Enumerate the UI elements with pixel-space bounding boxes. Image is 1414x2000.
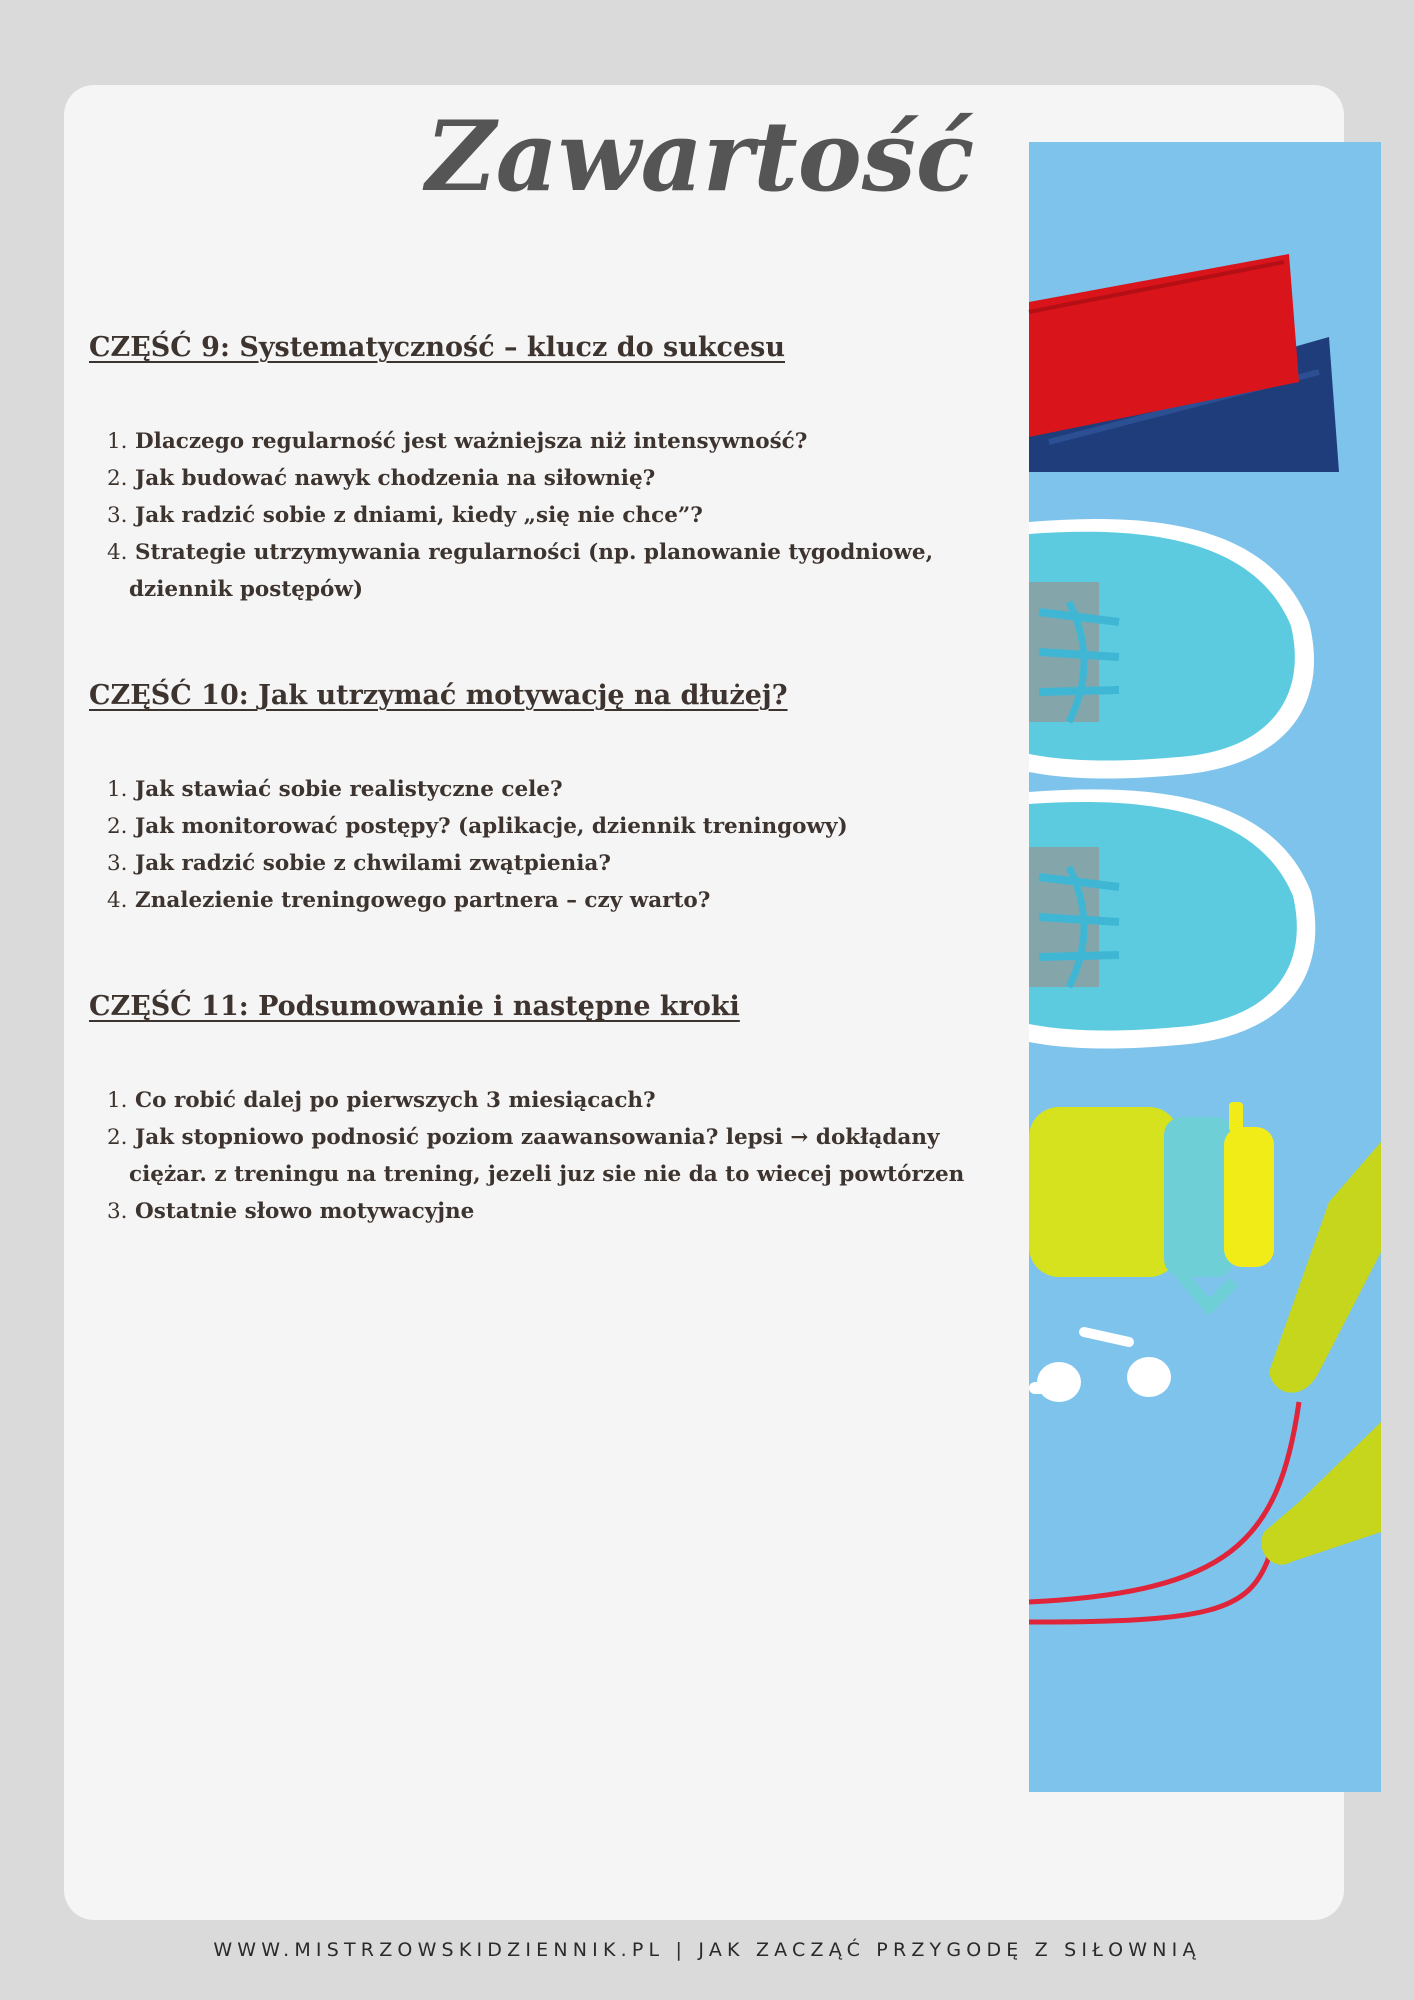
item-number: 1. [107, 429, 128, 455]
list-item [89, 882, 1019, 919]
item-text: Ostatnie słowo motywacyjne [135, 1199, 475, 1225]
item-number: 2. [107, 814, 128, 840]
section-10 [89, 678, 1019, 919]
item-text: Co robić dalej po pierwszych 3 miesiącach? [135, 1088, 656, 1114]
list-item [89, 845, 1019, 882]
page-footer: WWW.MISTRZOWSKIDZIENNIK.PL | JAK ZACZĄĆ PRZYGODĘ Z SIŁOWNIĄ [213, 1939, 1201, 1961]
svg-text:Zawartość: Zawartość [425, 100, 975, 213]
section-heading: CZĘŚĆ 10: Jak utrzymać motywację na dłużej? [89, 680, 788, 712]
item-number: 4. [107, 540, 128, 566]
item-number: 1. [107, 1088, 128, 1114]
item-number: 4. [107, 888, 128, 914]
page-title [425, 60, 975, 240]
section-heading: CZĘŚĆ 11: Podsumowanie i następne kroki [89, 991, 740, 1023]
section-11 [89, 989, 1019, 1230]
fitness-photo [1029, 142, 1381, 1792]
table-of-contents [89, 330, 1019, 1300]
list-item [89, 497, 1019, 534]
list-item [89, 1119, 1019, 1193]
list-item [89, 771, 1019, 808]
list-item [89, 423, 1019, 460]
item-text: Jak budować nawyk chodzenia na siłownię? [135, 466, 656, 492]
script-title-graphic [425, 60, 975, 240]
item-text: Jak radzić sobie z dniami, kiedy „się nie chce”? [135, 503, 703, 529]
fitness-illustration [1029, 142, 1381, 1792]
item-text: Strategie utrzymywania regularności (np. planowanie tygodniowe, dziennik postępów) [129, 540, 934, 603]
list-item [89, 808, 1019, 845]
section-items [89, 1082, 1019, 1230]
item-text: Jak stopniowo podnosić poziom zaawansowania? lepsi → dokłądany ciężar. z treningu na trening, jezeli juz sie nie da to wiecej powtórzen [129, 1125, 965, 1188]
section-items [89, 423, 1019, 608]
section-items [89, 771, 1019, 919]
list-item [89, 534, 1019, 608]
item-number: 2. [107, 466, 128, 492]
item-text: Jak monitorować postępy? (aplikacje, dziennik treningowy) [135, 814, 848, 840]
list-item [89, 460, 1019, 497]
item-text: Znalezienie treningowego partnera – czy warto? [135, 888, 711, 914]
item-text: Jak stawiać sobie realistyczne cele? [135, 777, 563, 803]
item-text: Jak radzić sobie z chwilami zwątpienia? [135, 851, 611, 877]
list-item [89, 1193, 1019, 1230]
section-9 [89, 330, 1019, 608]
item-number: 1. [107, 777, 128, 803]
item-number: 3. [107, 851, 128, 877]
section-heading: CZĘŚĆ 9: Systematyczność – klucz do sukcesu [89, 332, 785, 363]
item-text: Dlaczego regularność jest ważniejsza niż intensywność? [135, 429, 808, 455]
item-number: 3. [107, 1199, 128, 1225]
item-number: 2. [107, 1125, 128, 1151]
item-number: 3. [107, 503, 128, 529]
list-item [89, 1082, 1019, 1119]
